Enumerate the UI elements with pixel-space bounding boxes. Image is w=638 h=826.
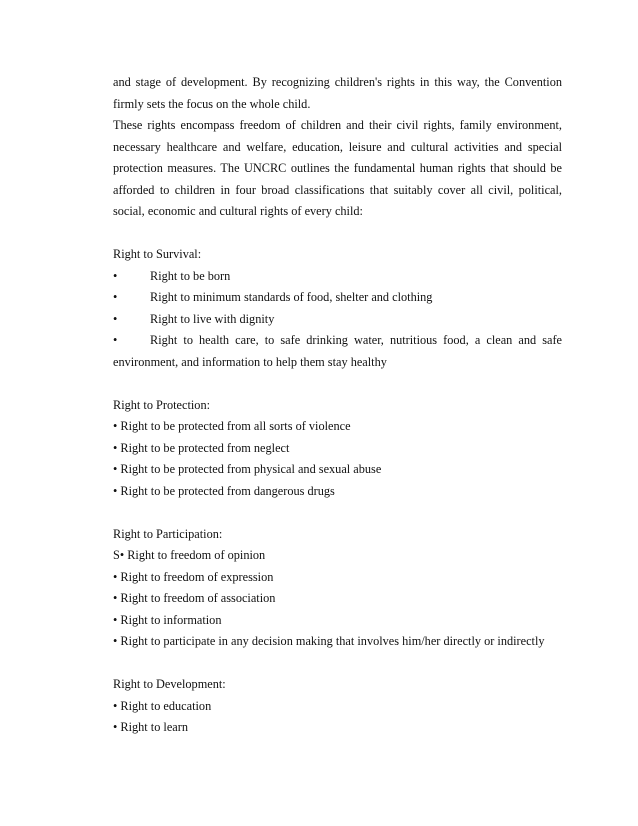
spacer: [113, 502, 562, 524]
spacer: [113, 223, 562, 245]
spacer: [113, 373, 562, 395]
list-item: • Right to be protected from all sorts of violence: [113, 419, 351, 433]
list-item: • Right to freedom of association: [113, 591, 276, 605]
document-body: [113, 72, 562, 739]
list-item: • Right to learn: [113, 720, 189, 734]
paragraph-line: These rights encompass freedom of children and their civil rights, family environment,: [113, 118, 562, 132]
paragraph-line: and stage of development. By recognizing children's rights in this way, the Convention: [113, 75, 562, 89]
bullet-icon: •: [113, 311, 118, 326]
list-item: • Right to be protected from dangerous drugs: [113, 483, 335, 498]
bullet-icon: •: [113, 333, 118, 347]
section-heading-development: Right to Development:: [113, 677, 226, 691]
list-item-text: Right to live with dignity: [150, 311, 275, 326]
spacer: [113, 653, 562, 675]
list-item: [113, 287, 562, 309]
list-item-text: Right to health care, to safe drinking water, nutritious food, a clean and safe: [150, 333, 562, 347]
paragraph-line: social, economic and cultural rights of every child:: [113, 204, 363, 218]
list-item-continuation: environment, and information to help them stay healthy: [113, 354, 387, 369]
paragraph-line: protection measures. The UNCRC outlines the fundamental human rights that should be: [113, 161, 562, 175]
list-item: • Right to freedom of expression: [113, 569, 274, 584]
bullet-icon: •: [113, 290, 118, 304]
section-heading-participation: Right to Participation:: [113, 526, 223, 541]
list-item: • Right to education: [113, 698, 212, 713]
paragraph-line: necessary healthcare and welfare, education, leisure and cultural activities and special: [113, 139, 562, 154]
paragraph-line: firmly sets the focus on the whole child.: [113, 96, 311, 111]
list-item: • Right to be protected from physical and sexual abuse: [113, 462, 382, 476]
list-item: S• Right to freedom of opinion: [113, 548, 266, 562]
section-heading-protection: Right to Protection:: [113, 397, 211, 412]
section-heading-survival: Right to Survival:: [113, 247, 202, 261]
list-item: [113, 330, 562, 352]
paragraph-line: afforded to children in four broad classifications that suitably cover all civil, political,: [113, 182, 562, 197]
list-item: [113, 309, 562, 331]
list-item-text: Right to minimum standards of food, shelter and clothing: [150, 290, 433, 304]
list-item: [113, 266, 562, 288]
list-item-text: Right to be born: [150, 268, 231, 283]
bullet-icon: •: [113, 268, 118, 283]
list-item: • Right to information: [113, 612, 222, 627]
list-item: • Right to be protected from neglect: [113, 440, 290, 455]
list-item: • Right to participate in any decision making that involves him/her directly or indirectly: [113, 634, 545, 648]
